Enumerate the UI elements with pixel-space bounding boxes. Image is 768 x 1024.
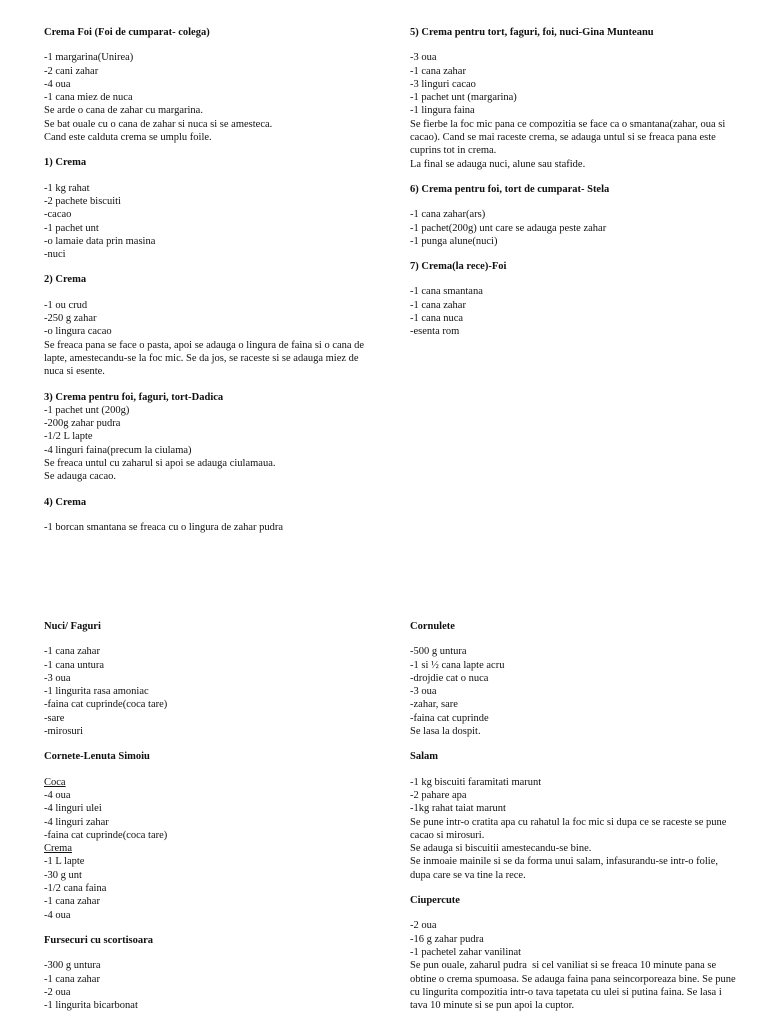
recipe-line: -4 linguri ulei bbox=[44, 803, 102, 815]
recipe-line: -2 pahare apa bbox=[410, 789, 467, 801]
recipe-section bbox=[410, 260, 740, 338]
recipe-line: -300 g untura bbox=[44, 960, 101, 972]
recipe-section bbox=[410, 26, 740, 171]
recipe-title: Cornulete bbox=[410, 621, 455, 632]
recipe-line: -faina cat cuprinde bbox=[410, 712, 489, 724]
recipe-line: -4 linguri faina(precum la ciulama) bbox=[44, 444, 192, 456]
recipe-line: -1kg rahat taiat marunt bbox=[410, 803, 506, 815]
recipe-line: -2 pachete biscuiti bbox=[44, 195, 121, 207]
recipe-line: -2 oua bbox=[44, 986, 71, 998]
recipe-line: -1 ou crud bbox=[44, 299, 88, 311]
recipe-line: -faina cat cuprinde(coca tare) bbox=[44, 699, 168, 711]
recipe-line: Coca bbox=[44, 776, 66, 788]
recipe-line: -1 cana smantana bbox=[410, 286, 483, 298]
recipe-line: Se freaca untul cu zaharul si apoi se adauga ciulamaua. bbox=[44, 458, 276, 470]
recipe-line: -1 cana zahar bbox=[44, 646, 100, 658]
recipe-section bbox=[410, 183, 740, 248]
recipe-line: -16 g zahar pudra bbox=[410, 933, 484, 945]
recipe-line: -1 cana miez de nuca bbox=[44, 92, 133, 104]
recipe-line: -1 cana untura bbox=[44, 659, 105, 671]
recipe-line: Cand este calduta crema se umplu foile. bbox=[44, 132, 212, 144]
recipe-section bbox=[410, 894, 740, 1012]
recipe-line: -1 pachetel zahar vanilinat bbox=[410, 946, 522, 958]
recipe-line: -1 kg rahat bbox=[44, 182, 90, 194]
recipe-line: -1 borcan smantana se freaca cu o lingura de zahar pudra bbox=[44, 521, 284, 533]
recipe-title: Crema Foi (Foi de cumparat- colega) bbox=[44, 27, 210, 38]
recipe-line: -mirosuri bbox=[44, 726, 84, 738]
recipe-line: -cacao bbox=[44, 209, 72, 221]
recipe-line: -1 si ½ cana lapte acru bbox=[410, 659, 505, 671]
recipe-section bbox=[410, 620, 740, 738]
recipe-section bbox=[44, 391, 374, 484]
recipe-line: Se arde o cana de zahar cu margarina. bbox=[44, 105, 203, 117]
recipe-line: -1 punga alune(nuci) bbox=[410, 235, 498, 247]
recipe-section bbox=[44, 156, 374, 261]
recipe-line: -1 L lapte bbox=[44, 856, 85, 868]
recipe-line: -2 oua bbox=[410, 920, 437, 932]
recipe-line: -1 pachet unt (margarina) bbox=[410, 92, 517, 104]
recipe-title: 2) Crema bbox=[44, 274, 87, 286]
recipe-line: -1 kg biscuiti faramitati marunt bbox=[410, 776, 542, 788]
recipe-line: Se inmoaie mainile si se da forma unui salam, infasurandu-se intr-o folie, dupa care se va tine la rece. bbox=[410, 856, 721, 881]
recipe-line: -faina cat cuprinde(coca tare) bbox=[44, 829, 168, 841]
recipe-line: La final se adauga nuci, alune sau stafide. bbox=[410, 158, 586, 170]
recipe-title: Cornete-Lenuta Simoiu bbox=[44, 751, 150, 763]
recipe-line: -1 pachet unt (200g) bbox=[44, 404, 130, 416]
recipe-line: Crema bbox=[44, 843, 72, 855]
recipe-line: -1 lingurita rasa amoniac bbox=[44, 686, 149, 698]
recipe-title: 7) Crema(la rece)-Foi bbox=[410, 261, 507, 273]
recipe-line: Se freaca pana se face o pasta, apoi se adauga o lingura de faina si o cana de lapte, amestecandu-se la foc mic. Se da jos, se raceste si se adauga miez de nuca si esente. bbox=[44, 339, 367, 378]
recipe-line: -1 lingurita bicarbonat bbox=[44, 1000, 138, 1012]
recipe-title: Salam bbox=[410, 751, 439, 763]
recipe-line: Se fierbe la foc mic pana ce compozitia se face ca o smantana(zahar, oua si cacao). Cand se mai raceste crema, se adauga untul si se freaca pana este cuprins tot in crema. bbox=[410, 118, 728, 157]
recipe-title: Fursecuri cu scortisoara bbox=[44, 934, 154, 946]
recipe-title: 4) Crema bbox=[44, 496, 87, 508]
recipe-line: -4 linguri zahar bbox=[44, 816, 109, 828]
recipe-line: -3 linguri cacao bbox=[410, 78, 476, 90]
recipe-line: -30 g unt bbox=[44, 869, 82, 881]
recipe-title: 6) Crema pentru foi, tort de cumparat- Stela bbox=[410, 183, 610, 195]
recipe-line: Se lasa la dospit. bbox=[410, 726, 481, 738]
recipe-line: -1 cana zahar bbox=[44, 896, 100, 908]
recipe-line: -250 g zahar bbox=[44, 313, 97, 325]
recipe-title: 5) Crema pentru tort, faguri, foi, nuci-Gina Munteanu bbox=[410, 27, 654, 38]
recipe-section bbox=[44, 620, 374, 738]
recipe-line: -500 g untura bbox=[410, 646, 467, 658]
recipe-line: -1/2 cana faina bbox=[44, 883, 107, 895]
recipe-line: -zahar, sare bbox=[410, 699, 458, 711]
recipe-line: -1 cana zahar bbox=[410, 299, 466, 311]
recipe-line: -4 oua bbox=[44, 909, 71, 921]
recipe-line: Se pune intr-o cratita apa cu rahatul la foc mic si dupa ce se raceste se pune cacao si mirosuri. bbox=[410, 816, 730, 841]
recipe-line: -o lamaie data prin masina bbox=[44, 235, 156, 247]
recipe-line: Se adauga si biscuitii amestecandu-se bine. bbox=[410, 843, 592, 855]
recipe-line: -1/2 L lapte bbox=[44, 431, 93, 443]
recipe-line: -o lingura cacao bbox=[44, 326, 112, 338]
page1-left-column bbox=[44, 26, 374, 546]
recipe-line: -1 pachet(200g) unt care se adauga peste zahar bbox=[410, 222, 607, 234]
recipe-title: Nuci/ Faguri bbox=[44, 621, 101, 632]
recipe-line: -1 pachet unt bbox=[44, 222, 99, 234]
recipe-line: -2 cani zahar bbox=[44, 65, 99, 77]
recipe-line: -drojdie cat o nuca bbox=[410, 672, 489, 684]
recipe-line: -1 margarina(Unirea) bbox=[44, 52, 134, 64]
recipe-section bbox=[44, 26, 374, 144]
recipe-line: -1 cana zahar(ars) bbox=[410, 209, 486, 221]
recipe-line: -1 cana zahar bbox=[410, 65, 466, 77]
recipe-title: 1) Crema bbox=[44, 157, 87, 169]
recipe-title: 3) Crema pentru foi, faguri, tort-Dadica bbox=[44, 391, 224, 403]
page1-right-column bbox=[410, 26, 740, 351]
recipe-title: Ciupercute bbox=[410, 895, 460, 907]
recipe-section bbox=[410, 750, 740, 882]
recipe-line: -3 oua bbox=[44, 672, 71, 684]
recipe-section bbox=[44, 273, 374, 378]
recipe-line: Se bat ouale cu o cana de zahar si nuca si se amesteca. bbox=[44, 118, 273, 130]
recipe-line: -200g zahar pudra bbox=[44, 418, 121, 430]
recipe-line: -1 cana zahar bbox=[44, 973, 100, 985]
page2-left-column bbox=[44, 620, 374, 1024]
recipe-line: -nuci bbox=[44, 249, 66, 261]
recipe-section bbox=[44, 496, 374, 535]
recipe-section bbox=[44, 750, 374, 922]
recipe-line: -sare bbox=[44, 712, 65, 724]
recipe-line: -3 oua bbox=[410, 52, 437, 64]
recipe-line: -3 oua bbox=[410, 686, 437, 698]
recipe-line: -1 lingura faina bbox=[410, 105, 475, 117]
recipe-line: -1 cana nuca bbox=[410, 313, 464, 325]
recipe-line: -4 oua bbox=[44, 789, 71, 801]
recipe-line: Se pun ouale, zaharul pudra si cel vaniliat si se freaca 10 minute pana se obtine o crema spumoasa. Se adauga faina pana seincorporeaza bine. Se pune cu lingurita compozitia intr-o tava tapetata cu ulei si putina faina. Se lasa i tava 10 minute si se pun apoi la cuptor. bbox=[410, 960, 739, 1012]
page2-right-column bbox=[410, 620, 740, 1024]
recipe-line: -4 oua bbox=[44, 78, 71, 90]
recipe-line: Se adauga cacao. bbox=[44, 471, 116, 483]
recipe-section bbox=[44, 934, 374, 1012]
recipe-line: -esenta rom bbox=[410, 326, 460, 338]
